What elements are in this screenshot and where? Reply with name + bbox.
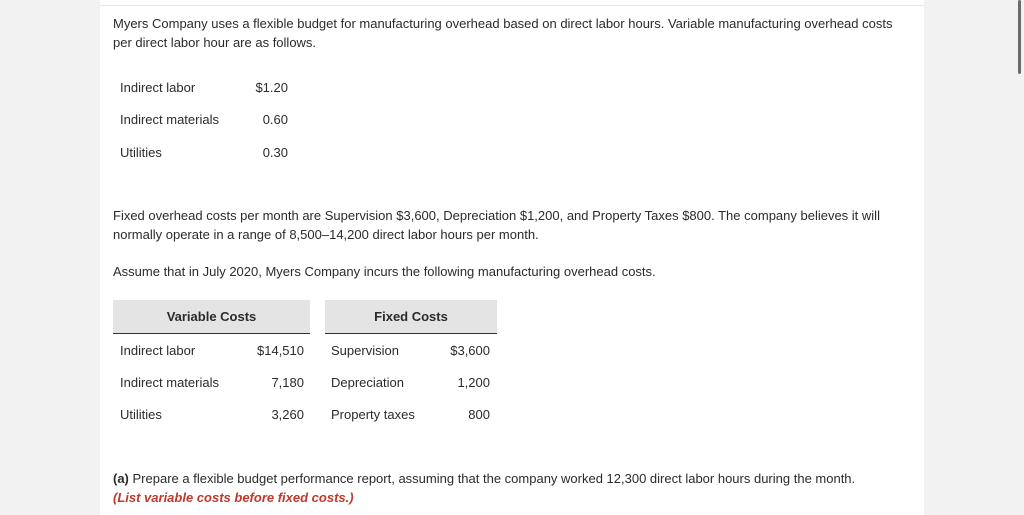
fixed-costs-paragraph: Fixed overhead costs per month are Supervision $3,600, Depreciation $1,200, and Property Taxes $800. The company believes it will normally operate in a range of 8,500–14,200 direct labor hours per month. <box>113 208 880 242</box>
fixed-cost-label: Property taxes <box>331 407 415 422</box>
rate-label-indirect-labor: Indirect labor <box>120 80 196 95</box>
assume-paragraph: Assume that in July 2020, Myers Company incurs the following manufacturing overhead costs. <box>113 264 656 279</box>
fixed-cost-value: $3,600 <box>450 343 490 358</box>
part-a-question <box>113 469 913 507</box>
variable-cost-value: 7,180 <box>271 375 304 390</box>
scrollbar[interactable] <box>1018 0 1021 74</box>
part-a-instruction: (List variable costs before fixed costs.) <box>113 490 354 505</box>
fixed-cost-label: Supervision <box>331 343 399 358</box>
rate-value-indirect-labor: $1.20 <box>255 80 288 95</box>
content-panel <box>100 0 924 515</box>
part-a-text: Prepare a flexible budget performance report, assuming that the company worked 12,300 direct labor hours during the month. <box>132 471 856 486</box>
variable-cost-value: $14,510 <box>257 343 304 358</box>
fixed-costs-header: Fixed Costs <box>325 300 497 334</box>
variable-cost-value: 3,260 <box>271 407 304 422</box>
fixed-cost-value: 800 <box>468 407 490 422</box>
rate-label-utilities: Utilities <box>120 145 162 160</box>
variable-cost-label: Utilities <box>120 407 162 422</box>
variable-costs-header: Variable Costs <box>113 300 310 334</box>
intro-paragraph: Myers Company uses a flexible budget for manufacturing overhead based on direct labor hours. Variable manufacturing overhead costs per direct labor hour are as follows. <box>113 16 893 50</box>
rate-value-indirect-materials: 0.60 <box>262 112 288 127</box>
rate-value-utilities: 0.30 <box>262 145 288 160</box>
rate-label-indirect-materials: Indirect materials <box>120 112 219 127</box>
top-divider <box>100 0 924 6</box>
fixed-cost-value: 1,200 <box>457 375 490 390</box>
part-a-label: (a) <box>113 471 129 486</box>
fixed-cost-label: Depreciation <box>331 375 404 390</box>
variable-cost-label: Indirect labor <box>120 343 196 358</box>
variable-cost-label: Indirect materials <box>120 375 219 390</box>
